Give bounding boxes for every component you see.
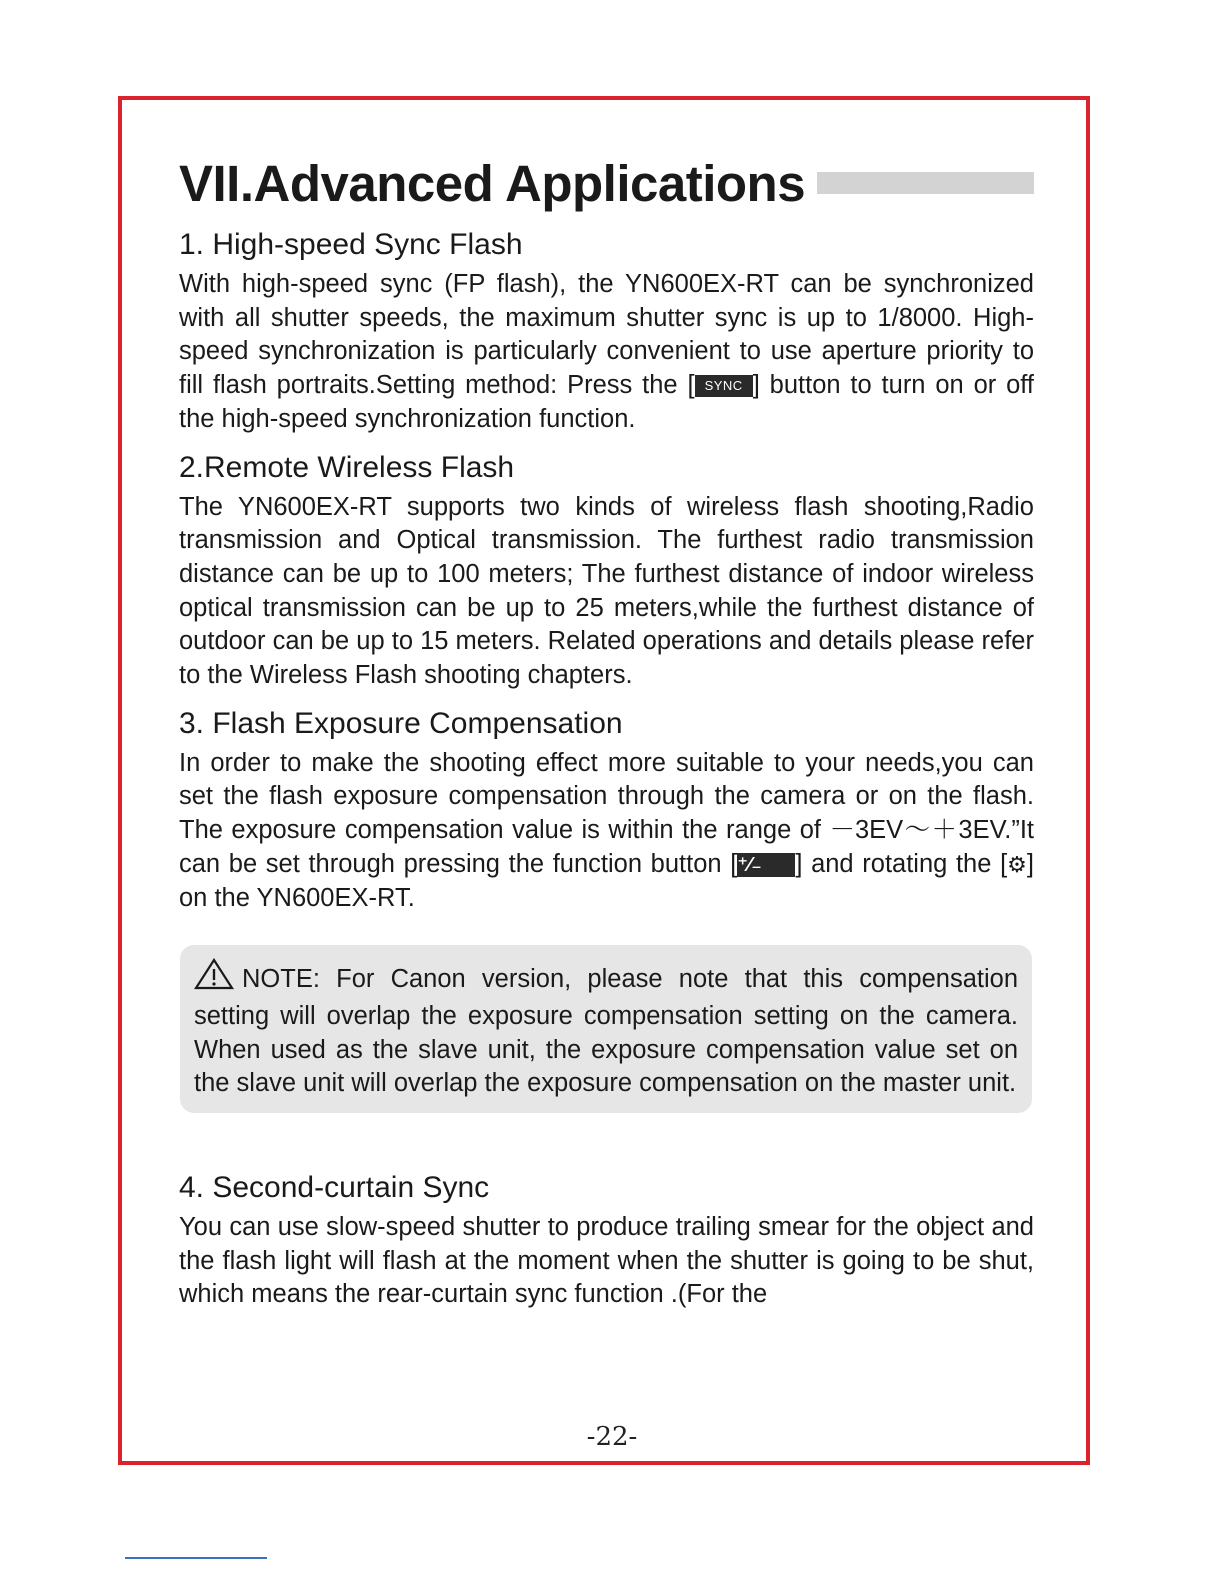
section-heading-exposure-compensation: 3. Flash Exposure Compensation [179, 706, 623, 740]
sync-key-icon: SYNC [695, 375, 753, 397]
text-after-sync-key: button to turn on or off the high-speed synchronization function. [179, 371, 1035, 433]
exposure-comp-key-icon: ⁺⁄₋ [737, 853, 795, 877]
bottom-link-rule [125, 1557, 267, 1559]
page-content [179, 150, 1034, 1312]
section-text-remote-wireless: The YN600EX-RT supports two kinds of wireless flash shooting,Radio transmission and Optical transmission. The furthest radio transmission distance can be up to 100 meters; The furthest distance of indoor wireless optical transmission can be up to 25 meters,while the furthest distance of outdoor can be up to 15 meters. Related operations and details please refer to the Wireless Flash shooting chapters. [179, 492, 1034, 690]
note-body: NOTE: For Canon version, please note that this compensation setting will overlap the exposure compensation setting on the camera. When used as the slave unit, the exposure compensation value set on the slave unit will overlap the exposure compensation on the master unit. [194, 965, 1018, 1098]
text-before-sync-key: With high-speed sync (FP flash), the YN600EX-RT can be synchronized with all shutter speeds, the maximum shutter sync is up to 1/8000. High-speed synchronization is particularly convenient to use aperture priority to fill flash portraits.Setting method: Press the [179, 270, 1034, 400]
page-title: VII.Advanced Applications [179, 154, 806, 212]
note-box [180, 945, 1032, 1113]
text-before-comp-key: In order to make the shooting effect more suitable to your needs,you can set the flash exposure compensation through the camera or on the flash. The exposure compensation value is within the range of －3EV～＋3EV.”It can be set through pressing the function button [179, 748, 1034, 878]
note-text [194, 958, 1018, 1101]
page-number: -22- [586, 1422, 638, 1452]
section-text-exposure-compensation: In order to make the shooting effect more suitable to your needs,you can set the flash exposure compensation through the camera or on the flash. The exposure compensation value is within the range of －3EV～＋3EV.”It can be set through pressing the function button [⁺⁄₋ ] and rotating the [⚙] on the YN600EX-RT. [179, 748, 1034, 912]
warning-icon [194, 958, 234, 1000]
text-after-dial: on the YN600EX-RT. [179, 883, 415, 912]
section-heading-second-curtain: 4. Second-curtain Sync [179, 1171, 490, 1205]
section-text-second-curtain: You can use slow-speed shutter to produce trailing smear for the object and the flash light will flash at the moment when the shutter is going to be shut, which means the rear-curtain sync function .(For the [179, 1213, 1034, 1309]
title-row [179, 150, 1034, 216]
dial-icon: ⚙ [1007, 851, 1027, 877]
title-decor-bar [817, 172, 1034, 194]
section-heading-remote-wireless: 2.Remote Wireless Flash [179, 450, 515, 484]
text-between: and rotating the [802, 849, 1001, 878]
section-heading-high-speed-sync: 1. High-speed Sync Flash [179, 228, 523, 261]
section-text-high-speed-sync: With high-speed sync (FP flash), the YN600EX-RT can be synchronized with all shutter speeds, the maximum shutter sync is up to 1/8000. High-speed synchronization is particularly convenient to use aperture priority to fill flash portraits.Setting method: Press the [ SYNC ] button to turn on or off the high-speed synchronization function. [179, 270, 1035, 433]
